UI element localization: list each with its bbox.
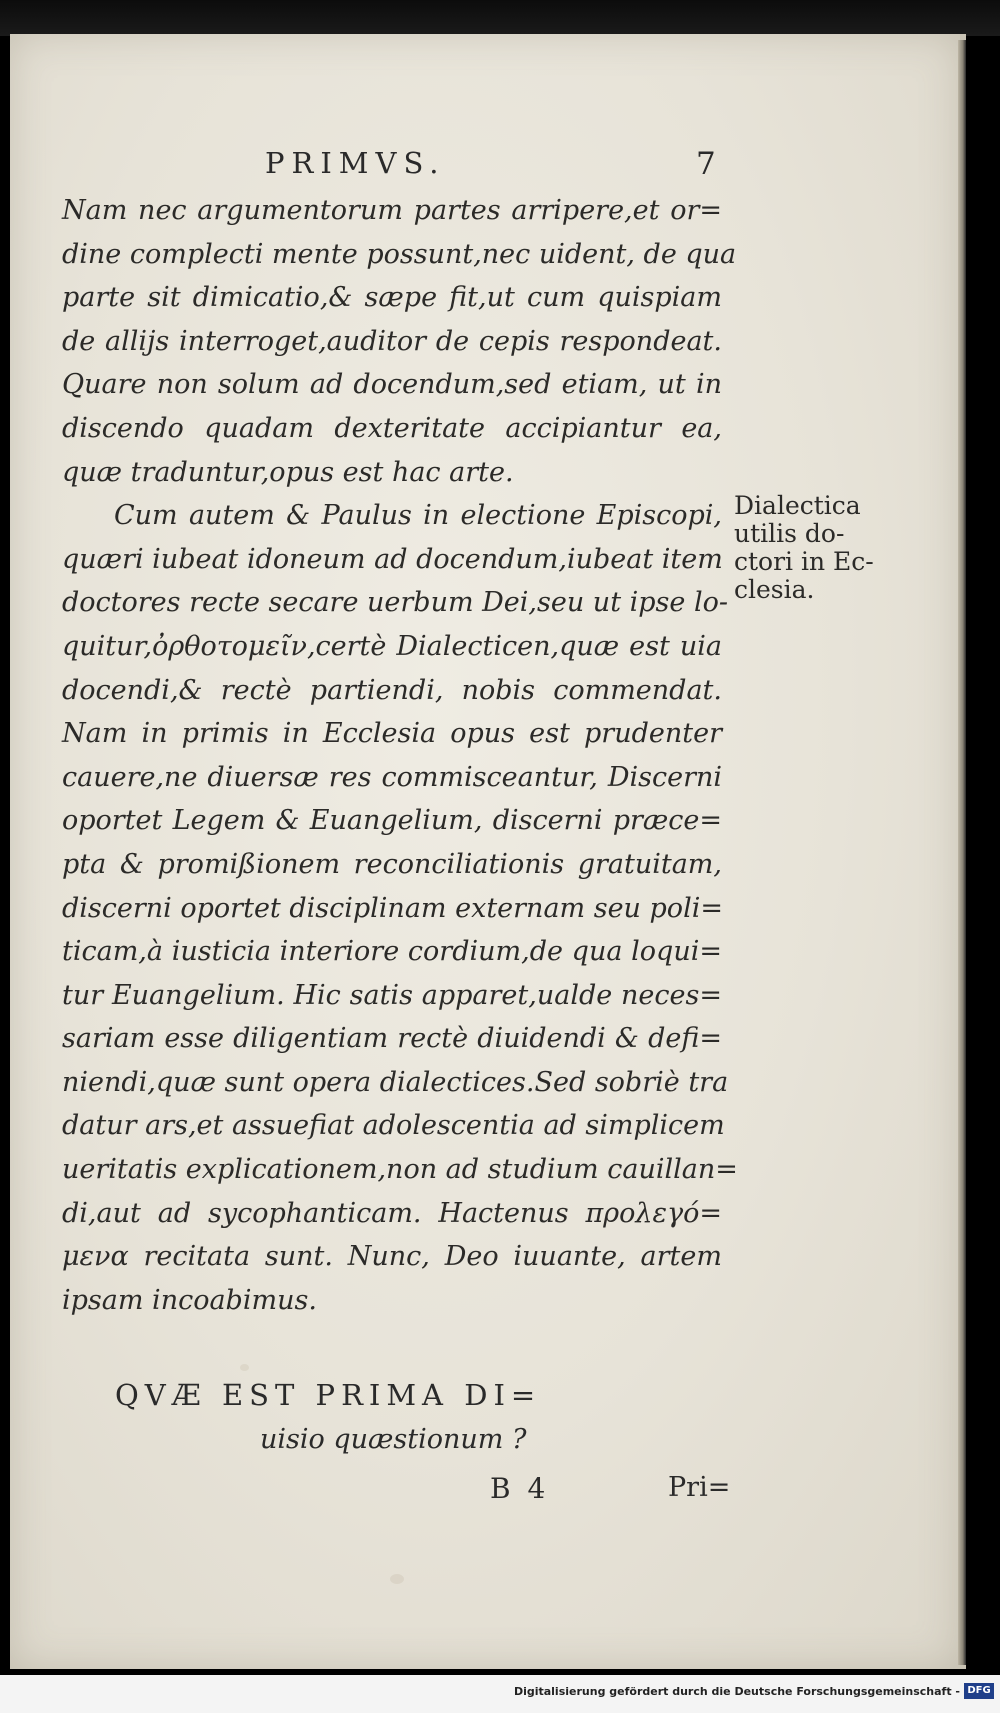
scan-footer	[0, 1675, 1000, 1713]
page-number: 7	[696, 146, 716, 182]
catchword: Pri=	[668, 1472, 731, 1503]
page-header	[10, 146, 960, 186]
text-line: μενα recitata sunt. Nunc, Deo iuuante, artem	[62, 1241, 722, 1273]
marginal-note-line: Dialectica	[734, 491, 861, 520]
text-line: di,aut ad sycophanticam. Hactenus προλεγό=	[62, 1197, 722, 1229]
question-heading-continuation: uisio quæstionum ?	[260, 1424, 527, 1455]
text-line: tur Euangelium. Hic satis apparet,ualde neces=	[62, 979, 722, 1011]
text-line: datur ars,et assuefiat adolescentia ad simplicem	[62, 1110, 725, 1142]
text-line: docendi,& rectè partiendi, nobis commendat.	[62, 674, 722, 706]
text-line: oportet Legem & Euangelium, discerni præce=	[62, 805, 722, 837]
paper-stain	[390, 1574, 404, 1584]
signature-mark: B 4	[490, 1472, 550, 1505]
text-line: sariam esse diligentiam rectè diuidendi & defi=	[62, 1023, 722, 1055]
marginal-note	[734, 491, 874, 604]
text-line: quæri iubeat idoneum ad docendum,iubeat item	[62, 543, 723, 575]
text-line: Quare non solum ad docendum,sed etiam, ut in	[62, 369, 722, 401]
body-text	[62, 189, 738, 1322]
text-line: pta & promißionem reconciliationis gratuitam,	[62, 848, 722, 880]
text-line: ueritatis explicationem,non ad studium cauillan=	[62, 1154, 738, 1186]
marginal-note-line: ctori in Ec-	[734, 547, 874, 576]
text-line: parte sit dimicatio,& sæpe fit,ut cum quispiam	[62, 282, 722, 314]
scan-top-border	[0, 0, 1000, 36]
text-line: de allijs interroget,auditor de cepis respondeat.	[62, 325, 722, 357]
text-line: doctores recte secare uerbum Dei,seu ut ipse lo-	[62, 587, 728, 619]
question-heading: QVÆ EST PRIMA DI=	[115, 1378, 542, 1412]
text-line: discendo quadam dexteritate accipiantur ea,	[62, 412, 722, 444]
marginal-note-line: clesia.	[734, 575, 815, 604]
text-line: discerni oportet disciplinam externam seu poli=	[62, 892, 723, 924]
book-page	[10, 34, 966, 1669]
text-line: cauere,ne diuersæ res commisceantur, Discerni	[62, 761, 722, 793]
paper-stain	[240, 1364, 249, 1371]
dfg-logo-icon: DFG	[964, 1683, 994, 1699]
text-line: ipsam incoabimus.	[62, 1284, 317, 1316]
text-line: ticam,à iusticia interiore cordium,de qua loqui=	[62, 936, 722, 968]
text-line: dine complecti mente possunt,nec uident, de qua	[62, 238, 737, 270]
page-edge	[958, 40, 966, 1665]
text-line: niendi,quæ sunt opera dialectices.Sed sobriè tra	[62, 1066, 729, 1098]
text-line: quæ traduntur,opus est hac arte.	[62, 456, 514, 488]
footer-credit: Digitalisierung gefördert durch die Deutsche Forschungsgemeinschaft -	[513, 1685, 960, 1698]
running-head: PRIMVS.	[265, 146, 446, 180]
text-line: Nam in primis in Ecclesia opus est prudenter	[62, 718, 722, 750]
text-line: Nam nec argumentorum partes arripere,et or=	[62, 195, 722, 226]
text-line: Cum autem & Paulus in electione Episcopi,	[114, 500, 722, 532]
marginal-note-line: utilis do-	[734, 519, 845, 548]
text-line: quitur,ὀρθοτομεῖν,certè Dialecticen,quæ est uia	[62, 630, 722, 662]
